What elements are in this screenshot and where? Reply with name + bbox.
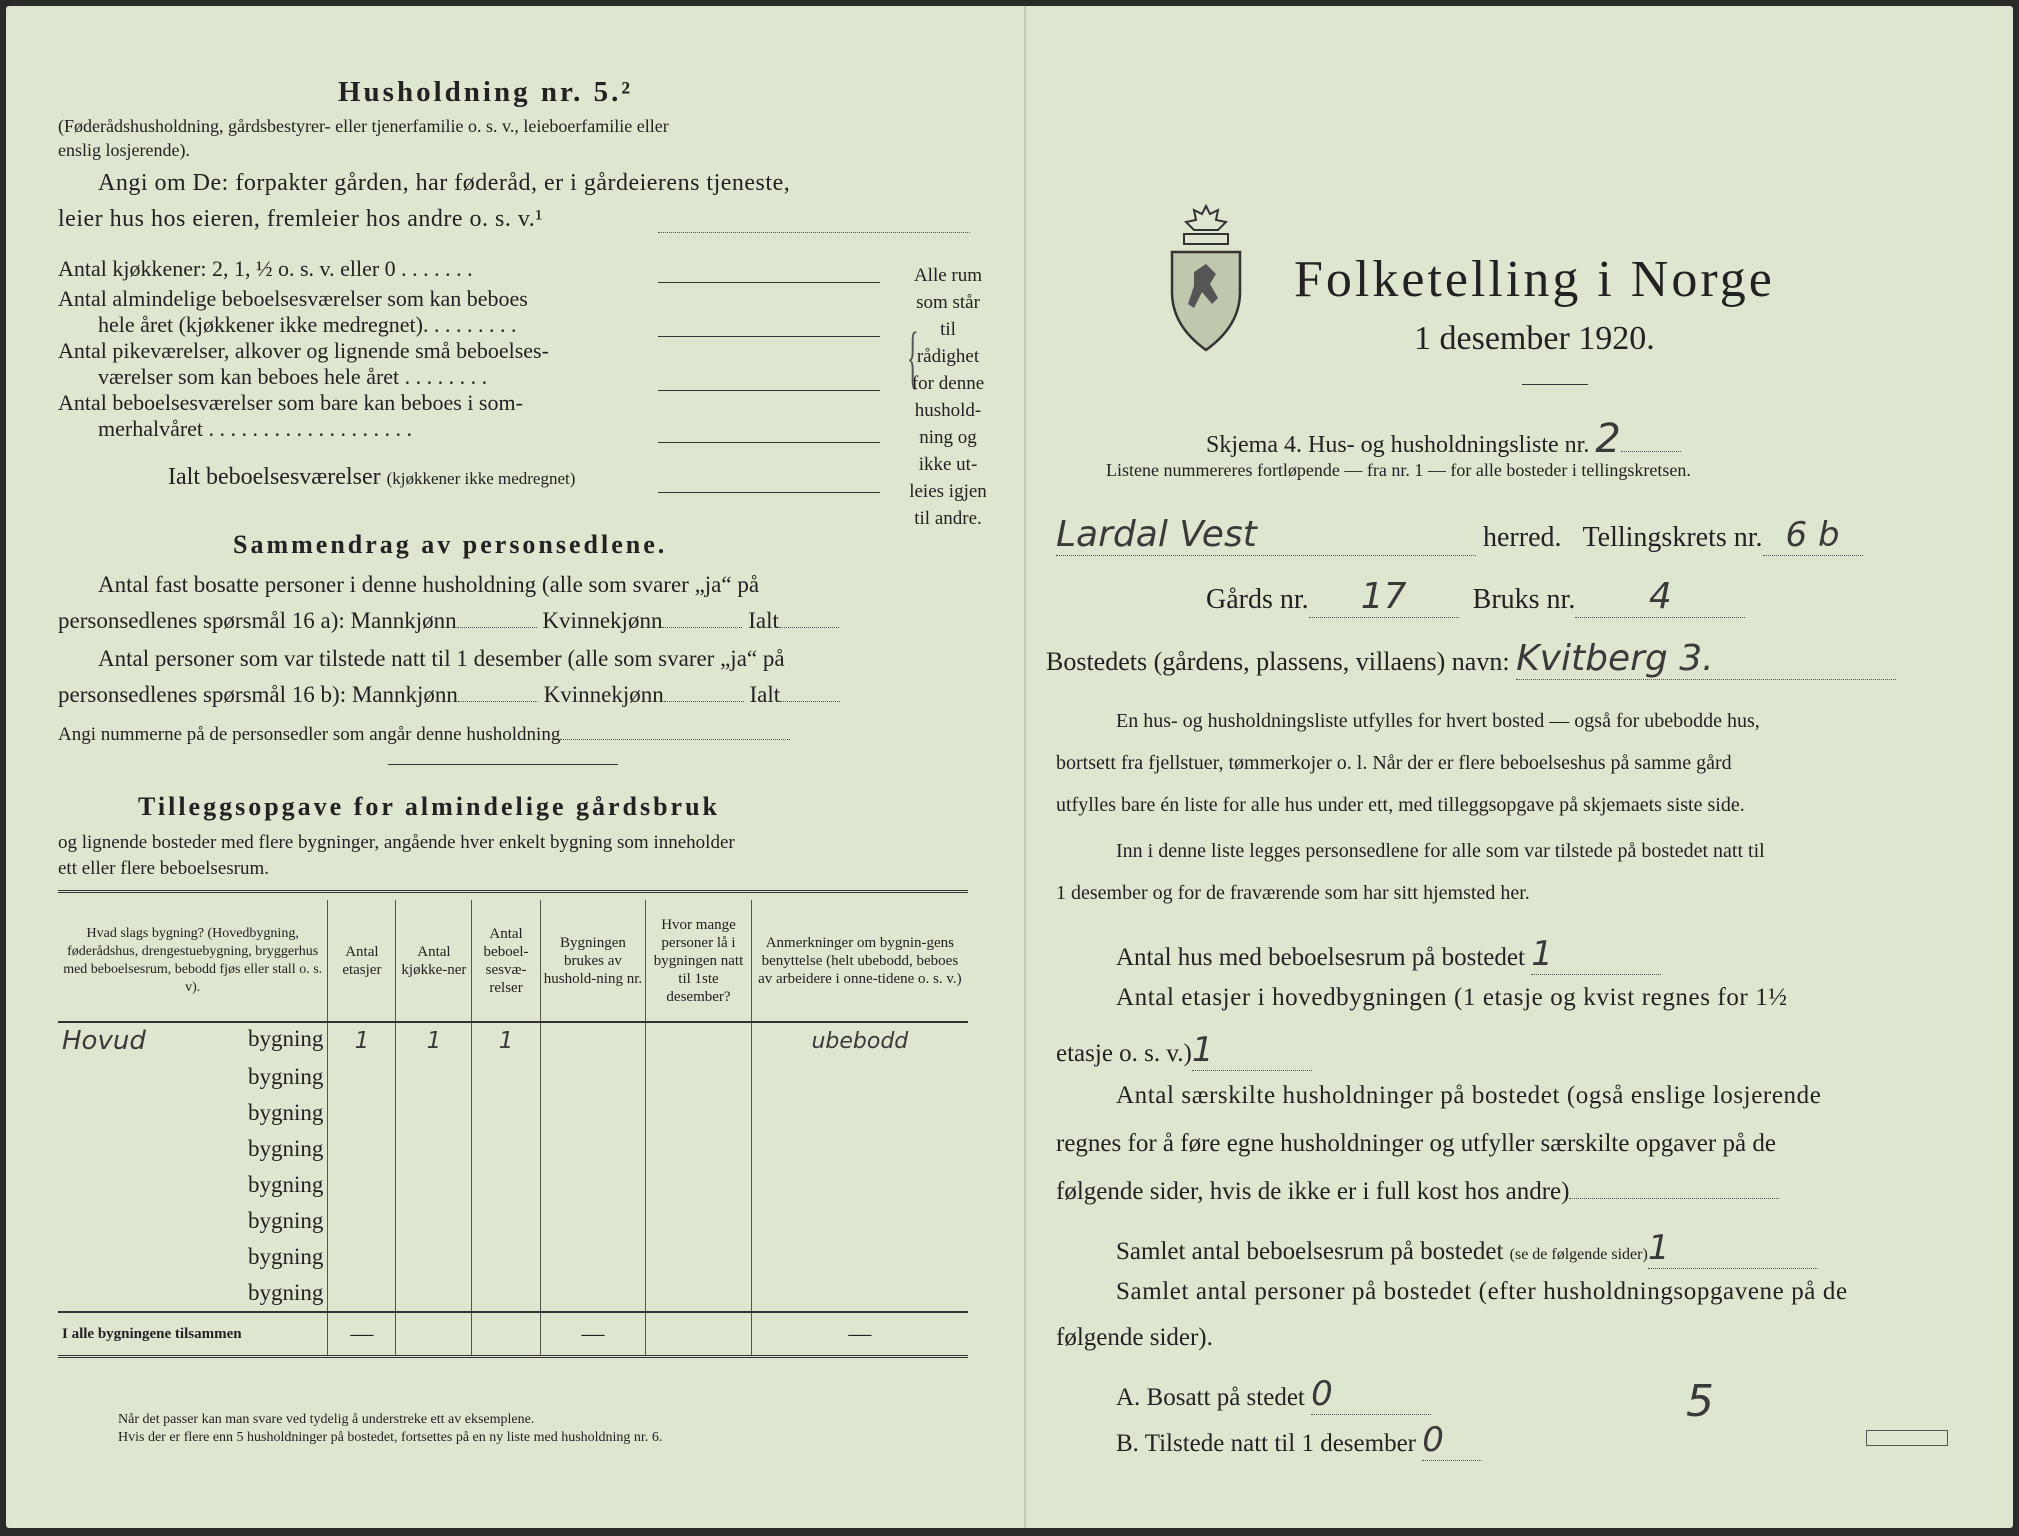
coat-of-arms-icon — [1166, 202, 1246, 354]
angi-line-1: Angi om De: forpakter gården, har føderåd, er i gårdeierens tjeneste, — [98, 170, 791, 196]
q-total-persons-1: Samlet antal personer på bostedet (efter husholdningsopgavene på de — [1116, 1278, 1848, 1305]
col-floors: Antal etasjer — [328, 900, 396, 1022]
para1-line-1: En hus- og husholdningsliste utfylles for hvert bosted — også for ubebodde hus, — [1116, 710, 1760, 732]
census-title: Folketelling i Norge — [1294, 251, 1775, 308]
para2-line-1: Inn i denne liste legges personsedlene for alle som var tilstede på bostedet natt til — [1116, 840, 1765, 862]
stamp — [1866, 1430, 1948, 1446]
footer-note-2: Hvis der er flere enn 5 husholdninger på bostedet, fortsettes på en ny liste med husholdning nr. 6. — [118, 1430, 663, 1445]
household-intro-2: enslig losjerende). — [58, 140, 190, 160]
table-row: bygning — [58, 1203, 968, 1239]
bostedets-line: Bostedets (gårdens, plassens, villaens) navn: Kvitberg 3. — [1046, 638, 1896, 680]
q-houses: Antal hus med beboelsesrum på bostedet 1 — [1116, 934, 1661, 975]
rooms-summer-2: merhalvåret . . . . . . . . . . . . . . . . . . . — [98, 416, 413, 441]
q-households-3: følgende sider, hvis de ikke er i full kost hos andre) — [1056, 1178, 1779, 1206]
q-floors-2: etasje o. s. v.)1 — [1056, 1030, 1312, 1071]
listene-line: Listene nummereres fortløpende — fra nr. 1 — for alle bosteder i tellingskretsen. — [1106, 460, 1691, 480]
para1-line-3: utfylles bare én liste for alle hus under ett, med tilleggsopgave på skjemaets siste side. — [1056, 794, 1745, 816]
census-date: 1 desember 1920. — [1414, 320, 1655, 357]
brace-note: Alle rum som står til rådighet for denne hushold- ning og ikke ut- leies igjen til andre. — [909, 265, 987, 529]
q-households-1: Antal særskilte husholdninger på bostedet (også enslige losjerende — [1116, 1082, 1822, 1109]
table-row: Hovud bygning 1 1 1 ubebodd — [58, 1022, 968, 1059]
summary-line-1: Antal fast bosatte personer i denne husholdning (alle som svarer „ja“ på — [98, 572, 760, 597]
rooms-maids: Antal pikeværelser, alkover og lignende små beboelses- — [58, 338, 549, 363]
q-total-rooms: Samlet antal beboelsesrum på bostedet (se de følgende sider)1 — [1116, 1228, 1818, 1269]
supplement-title: Tilleggsopgave for almindelige gårdsbruk — [138, 792, 721, 821]
q-total-persons-2: følgende sider). — [1056, 1324, 1213, 1351]
supplement-text-2: ett eller flere beboelsesrum. — [58, 858, 270, 879]
page-fold — [1024, 6, 1026, 1528]
footer-note-1: Når det passer kan man svare ved tydelig å understreke ett av eksemplene. — [118, 1412, 535, 1427]
col-rooms: Antal beboel-sesvæ-relser — [472, 900, 540, 1022]
census-sheet — [6, 6, 2013, 1528]
table-total-row: I alle bygningene tilsammen — — — — [58, 1312, 968, 1357]
household-title: Husholdning nr. 5.² — [338, 76, 634, 108]
rooms-ordinary-2: hele året (kjøkkener ikke medregnet). . . . . . . . . — [98, 312, 517, 337]
gards-line: Gårds nr. 17 Bruks nr. 4 — [1206, 576, 1745, 618]
col-building-type: Hvad slags bygning? (Hovedbygning, føderådshus, drengestuebygning, bryggerhus med beboelsesrum, bebodd fjøs eller stall o. s. v). — [63, 925, 323, 995]
q-present: B. Tilstede natt til 1 desember 0 — [1116, 1420, 1482, 1461]
angi-nummerne: Angi nummerne på de personsedler som angår denne husholdning — [58, 724, 790, 746]
col-kitchens: Antal kjøkke-ner — [396, 900, 472, 1022]
q-households-2: regnes for å føre egne husholdninger og utfyller særskilte opgaver på de — [1056, 1130, 1776, 1157]
col-remarks: Anmerkninger om bygnin-gens benyttelse (helt ubebodd, beboes av arbeidere i onne-tidene o. s. v.) — [751, 900, 968, 1022]
summary-line-3: Antal personer som var tilstede natt til 1 desember (alle som svarer „ja“ på — [98, 646, 785, 671]
rooms-summer: Antal beboelsesværelser som bare kan beboes i som- — [58, 390, 523, 415]
summary-line-4: personsedlenes spørsmål 16 b): Mannkjønn Kvinnekjønn Ialt — [58, 682, 840, 708]
para1-line-2: bortsett fra fjellstuer, tømmerkojer o. l. Når der er flere beboelseshus på samme gård — [1056, 752, 1732, 774]
table-row: bygning — [58, 1059, 968, 1095]
angi-line-2: leier hus hos eieren, fremleier hos andre o. s. v.¹ — [58, 206, 543, 232]
summary-title: Sammendrag av personsedlene. — [233, 530, 668, 559]
ialt-rooms: Ialt beboelsesværelser (kjøkkener ikke medregnet) — [168, 464, 576, 490]
table-row: bygning — [58, 1275, 968, 1312]
brace: { — [906, 319, 919, 396]
skjema-line: Skjema 4. Hus- og husholdningsliste nr. 2 — [1206, 416, 1681, 462]
herred-line: Lardal Vest herred. Tellingskrets nr. 6 b — [1056, 514, 1863, 556]
margin-mark: 5 — [1686, 1376, 1714, 1427]
table-row: bygning — [58, 1167, 968, 1203]
rooms-maids-2: værelser som kan beboes hele året . . . . . . . . — [98, 364, 488, 389]
rooms-kitchens: Antal kjøkkener: 2, 1, ½ o. s. v. eller 0 . . . . . . . — [58, 256, 473, 281]
q-floors-1: Antal etasjer i hovedbygningen (1 etasje og kvist regnes for 1½ — [1116, 984, 1788, 1011]
table-row: bygning — [58, 1131, 968, 1167]
supplement-text-1: og lignende bosteder med flere bygninger, angående hver enkelt bygning som inneholder — [58, 832, 735, 853]
rooms-ordinary: Antal almindelige beboelsesværelser som kan beboes — [58, 286, 528, 311]
household-intro-1: (Føderådshusholdning, gårdsbestyrer- eller tjenerfamilie o. s. v., leieboerfamilie eller — [58, 116, 669, 136]
col-household-nr: Bygningen brukes av hushold-ning nr. — [540, 900, 646, 1022]
table-row: bygning — [58, 1095, 968, 1131]
col-persons: Hvor mange personer lå i bygningen natt til 1ste desember? — [646, 900, 752, 1022]
summary-line-2: personsedlenes spørsmål 16 a): Mannkjønn Kvinnekjønn Ialt — [58, 608, 839, 634]
q-resident: A. Bosatt på stedet 0 — [1116, 1374, 1431, 1415]
table-row: bygning — [58, 1239, 968, 1275]
buildings-table — [58, 900, 968, 1358]
para2-line-2: 1 desember og for de fraværende som har sitt hjemsted her. — [1056, 882, 1530, 904]
